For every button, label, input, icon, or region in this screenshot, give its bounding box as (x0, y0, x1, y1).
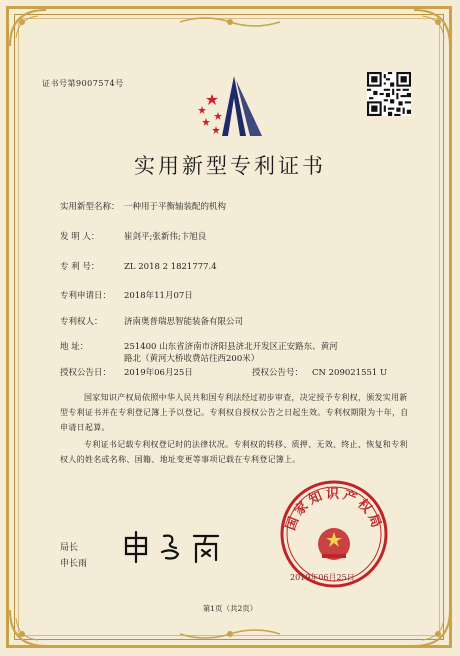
patent-office-logo-icon (192, 72, 270, 138)
field-value: 济南奥普瑞思智能装备有限公司 (124, 317, 244, 327)
seal-date: 2019年06月25日 (290, 573, 355, 582)
paragraph-grant: 国家知识产权局依照中华人民共和国专利法经过初步审查，决定授予专利权，颁发实用新型专利证书并在专利登记簿上予以登记。专利权自授权公告之日起生效。专利权期限为十年，自申请日起算。 (60, 393, 409, 432)
corner-ornament-icon (8, 8, 48, 48)
director-name: 申长雨 (60, 559, 88, 569)
field-value: 2018年11月07日 (124, 291, 193, 301)
field-label: 专利权人： (60, 317, 103, 327)
field-value: 251400 山东省济南市济阳县济北开发区正安路东、黄河 (124, 342, 338, 352)
grant-number-label: 授权公告号： (252, 368, 304, 378)
field-value: 2019年06月25日 (124, 368, 193, 378)
field-label: 地 址： (60, 342, 89, 352)
corner-ornament-icon (8, 608, 48, 648)
field-value: 崔剑平;张新伟;卞旭良 (124, 232, 207, 242)
qr-code-icon (367, 72, 411, 116)
field-label: 发 明 人： (60, 232, 100, 242)
corner-ornament-icon (412, 8, 452, 48)
top-ornament-icon (180, 14, 280, 30)
field-label: 专利申请日： (60, 291, 112, 301)
field-label: 专 利 号： (60, 262, 100, 272)
bottom-ornament-icon (180, 626, 280, 642)
field-label: 授权公告日： (60, 368, 112, 378)
paragraph-record: 专利证书记载专利权登记时的法律状况。专利权的转移、质押、无效、终止、恢复和专利权人的姓名或名称、国籍、地址变更等事项记载在专利登记簿上。 (60, 440, 408, 464)
field-label: 实用新型名称： (60, 202, 120, 212)
grant-number-value: CN 209021551 U (312, 368, 388, 378)
page-number: 第1页（共2页） (202, 604, 258, 613)
certificate-title: 实用新型专利证书 (134, 154, 326, 178)
svg-text:国家知识产权局: 国家知识产权局 (283, 487, 385, 533)
field-value: 一种用于平衡轴装配的机构 (124, 202, 227, 212)
director-title: 局长 (60, 543, 79, 553)
corner-ornament-icon (412, 608, 452, 648)
signature-icon (116, 528, 246, 566)
field-value-line2: 路北（黄河大桥收费站往西200米） (124, 354, 260, 364)
field-value: ZL 2018 2 1821777.4 (124, 262, 217, 272)
certificate-number: 证书号第9007574号 (42, 79, 124, 88)
